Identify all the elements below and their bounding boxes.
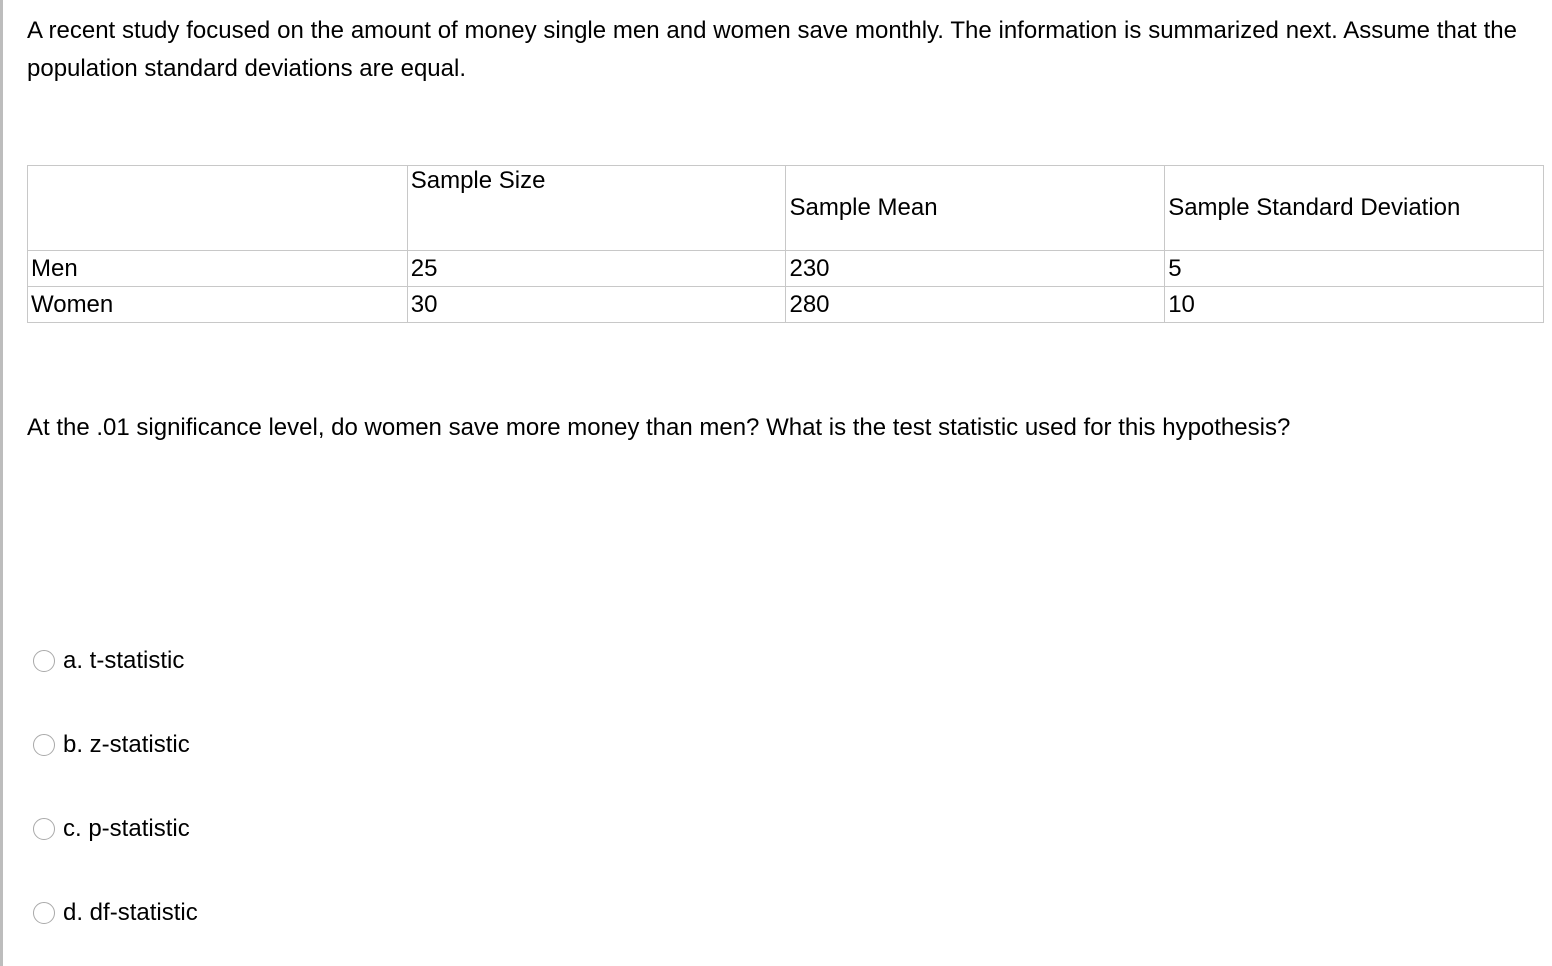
- table-header-empty: [28, 166, 408, 251]
- option-c-label[interactable]: c. p-statistic: [63, 815, 190, 842]
- table-cell-group: Men: [28, 251, 408, 287]
- table-cell-sd: 10: [1165, 287, 1544, 323]
- table-cell-group: Women: [28, 287, 408, 323]
- table-cell-size: 30: [407, 287, 786, 323]
- option-a[interactable]: [33, 646, 184, 676]
- table-row-men: [28, 251, 1544, 287]
- option-b[interactable]: [33, 730, 190, 760]
- radio-button-icon[interactable]: [33, 902, 55, 924]
- summary-table: [27, 165, 1544, 323]
- table-cell-mean: 280: [786, 287, 1165, 323]
- table-cell-sd: 5: [1165, 251, 1544, 287]
- radio-button-icon[interactable]: [33, 734, 55, 756]
- option-b-label[interactable]: b. z-statistic: [63, 731, 190, 758]
- table-header-sample-sd: Sample Standard Deviation: [1165, 166, 1544, 251]
- option-d[interactable]: [33, 898, 198, 928]
- table-header-row: [28, 166, 1544, 251]
- option-c[interactable]: [33, 814, 190, 844]
- radio-button-icon[interactable]: [33, 650, 55, 672]
- option-d-label[interactable]: d. df-statistic: [63, 899, 198, 926]
- table-row-women: [28, 287, 1544, 323]
- option-a-label[interactable]: a. t-statistic: [63, 647, 185, 674]
- table-header-sample-size: Sample Size: [407, 166, 786, 251]
- question-intro: A recent study focused on the amount of money single men and women save monthly. The information is summarized next. Assume that the population standard deviations are equal.: [27, 17, 1517, 82]
- table-header-sample-mean: Sample Mean: [786, 166, 1165, 251]
- table-cell-mean: 230: [786, 251, 1165, 287]
- radio-button-icon[interactable]: [33, 818, 55, 840]
- table-cell-size: 25: [407, 251, 786, 287]
- question-text: At the .01 significance level, do women save more money than men? What is the test statistic used for this hypothesis?: [27, 414, 1291, 441]
